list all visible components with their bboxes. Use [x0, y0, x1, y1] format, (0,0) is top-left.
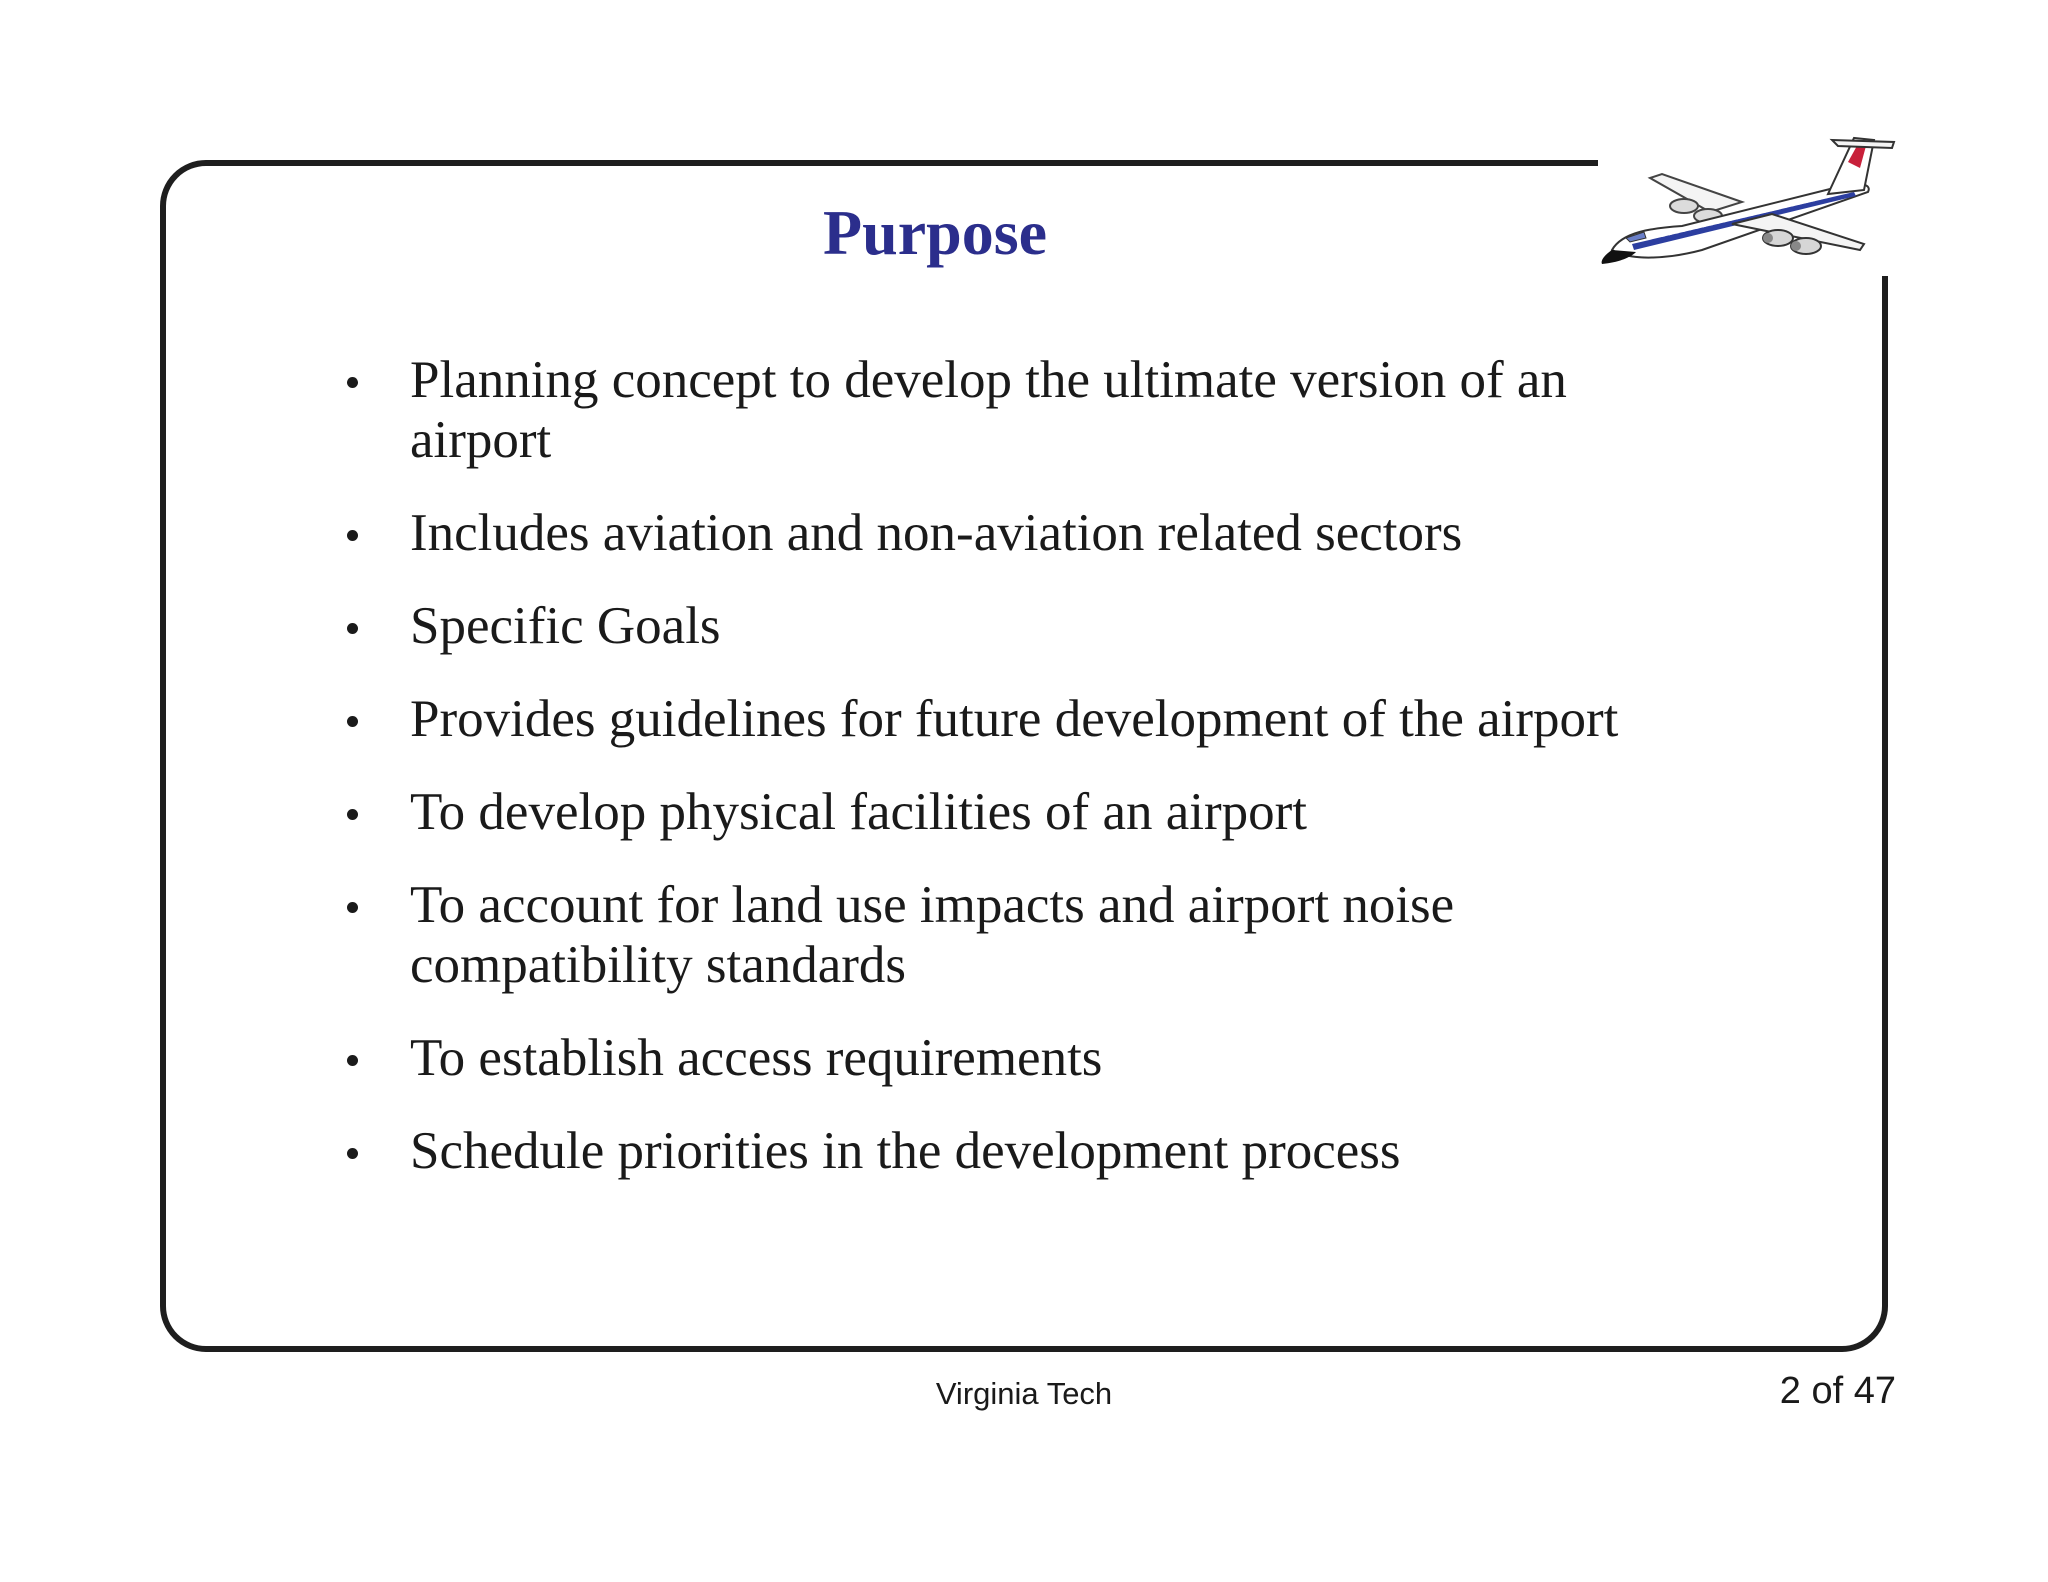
bullet-text: Specific Goals [410, 597, 721, 655]
bullet-text: Schedule priorities in the development process [410, 1122, 1401, 1180]
list-item [338, 1028, 1738, 1088]
bullet-icon [347, 716, 358, 727]
bullet-icon [347, 809, 358, 820]
list-item [338, 689, 1738, 749]
bullet-text: Includes aviation and non-aviation related sectors [410, 504, 1463, 562]
bullet-icon [347, 1148, 358, 1159]
slide-title: Purpose [823, 197, 1047, 268]
bullet-icon [347, 377, 358, 388]
bullet-text: To establish access requirements [410, 1029, 1103, 1087]
bullet-icon [347, 902, 358, 913]
list-item [338, 596, 1738, 656]
bullet-text: To develop physical facilities of an airport [410, 783, 1307, 841]
bullet-icon [347, 530, 358, 541]
footer-organization: Virginia Tech [935, 1376, 1113, 1411]
list-item [338, 1121, 1738, 1181]
list-item [338, 503, 1738, 563]
bullet-icon [347, 623, 358, 634]
bullet-text: To account for land use impacts and airport noise compatibility standards [410, 876, 1455, 994]
list-item [338, 782, 1738, 842]
bullet-icon [347, 1055, 358, 1066]
bullet-list [338, 350, 1738, 1214]
page-indicator: 2 of 47 [1779, 1370, 1896, 1412]
list-item [338, 875, 1738, 995]
list-item [338, 350, 1738, 470]
bullet-text: Planning concept to develop the ultimate version of an airport [410, 351, 1567, 469]
bullet-text: Provides guidelines for future development of the airport [410, 690, 1619, 748]
